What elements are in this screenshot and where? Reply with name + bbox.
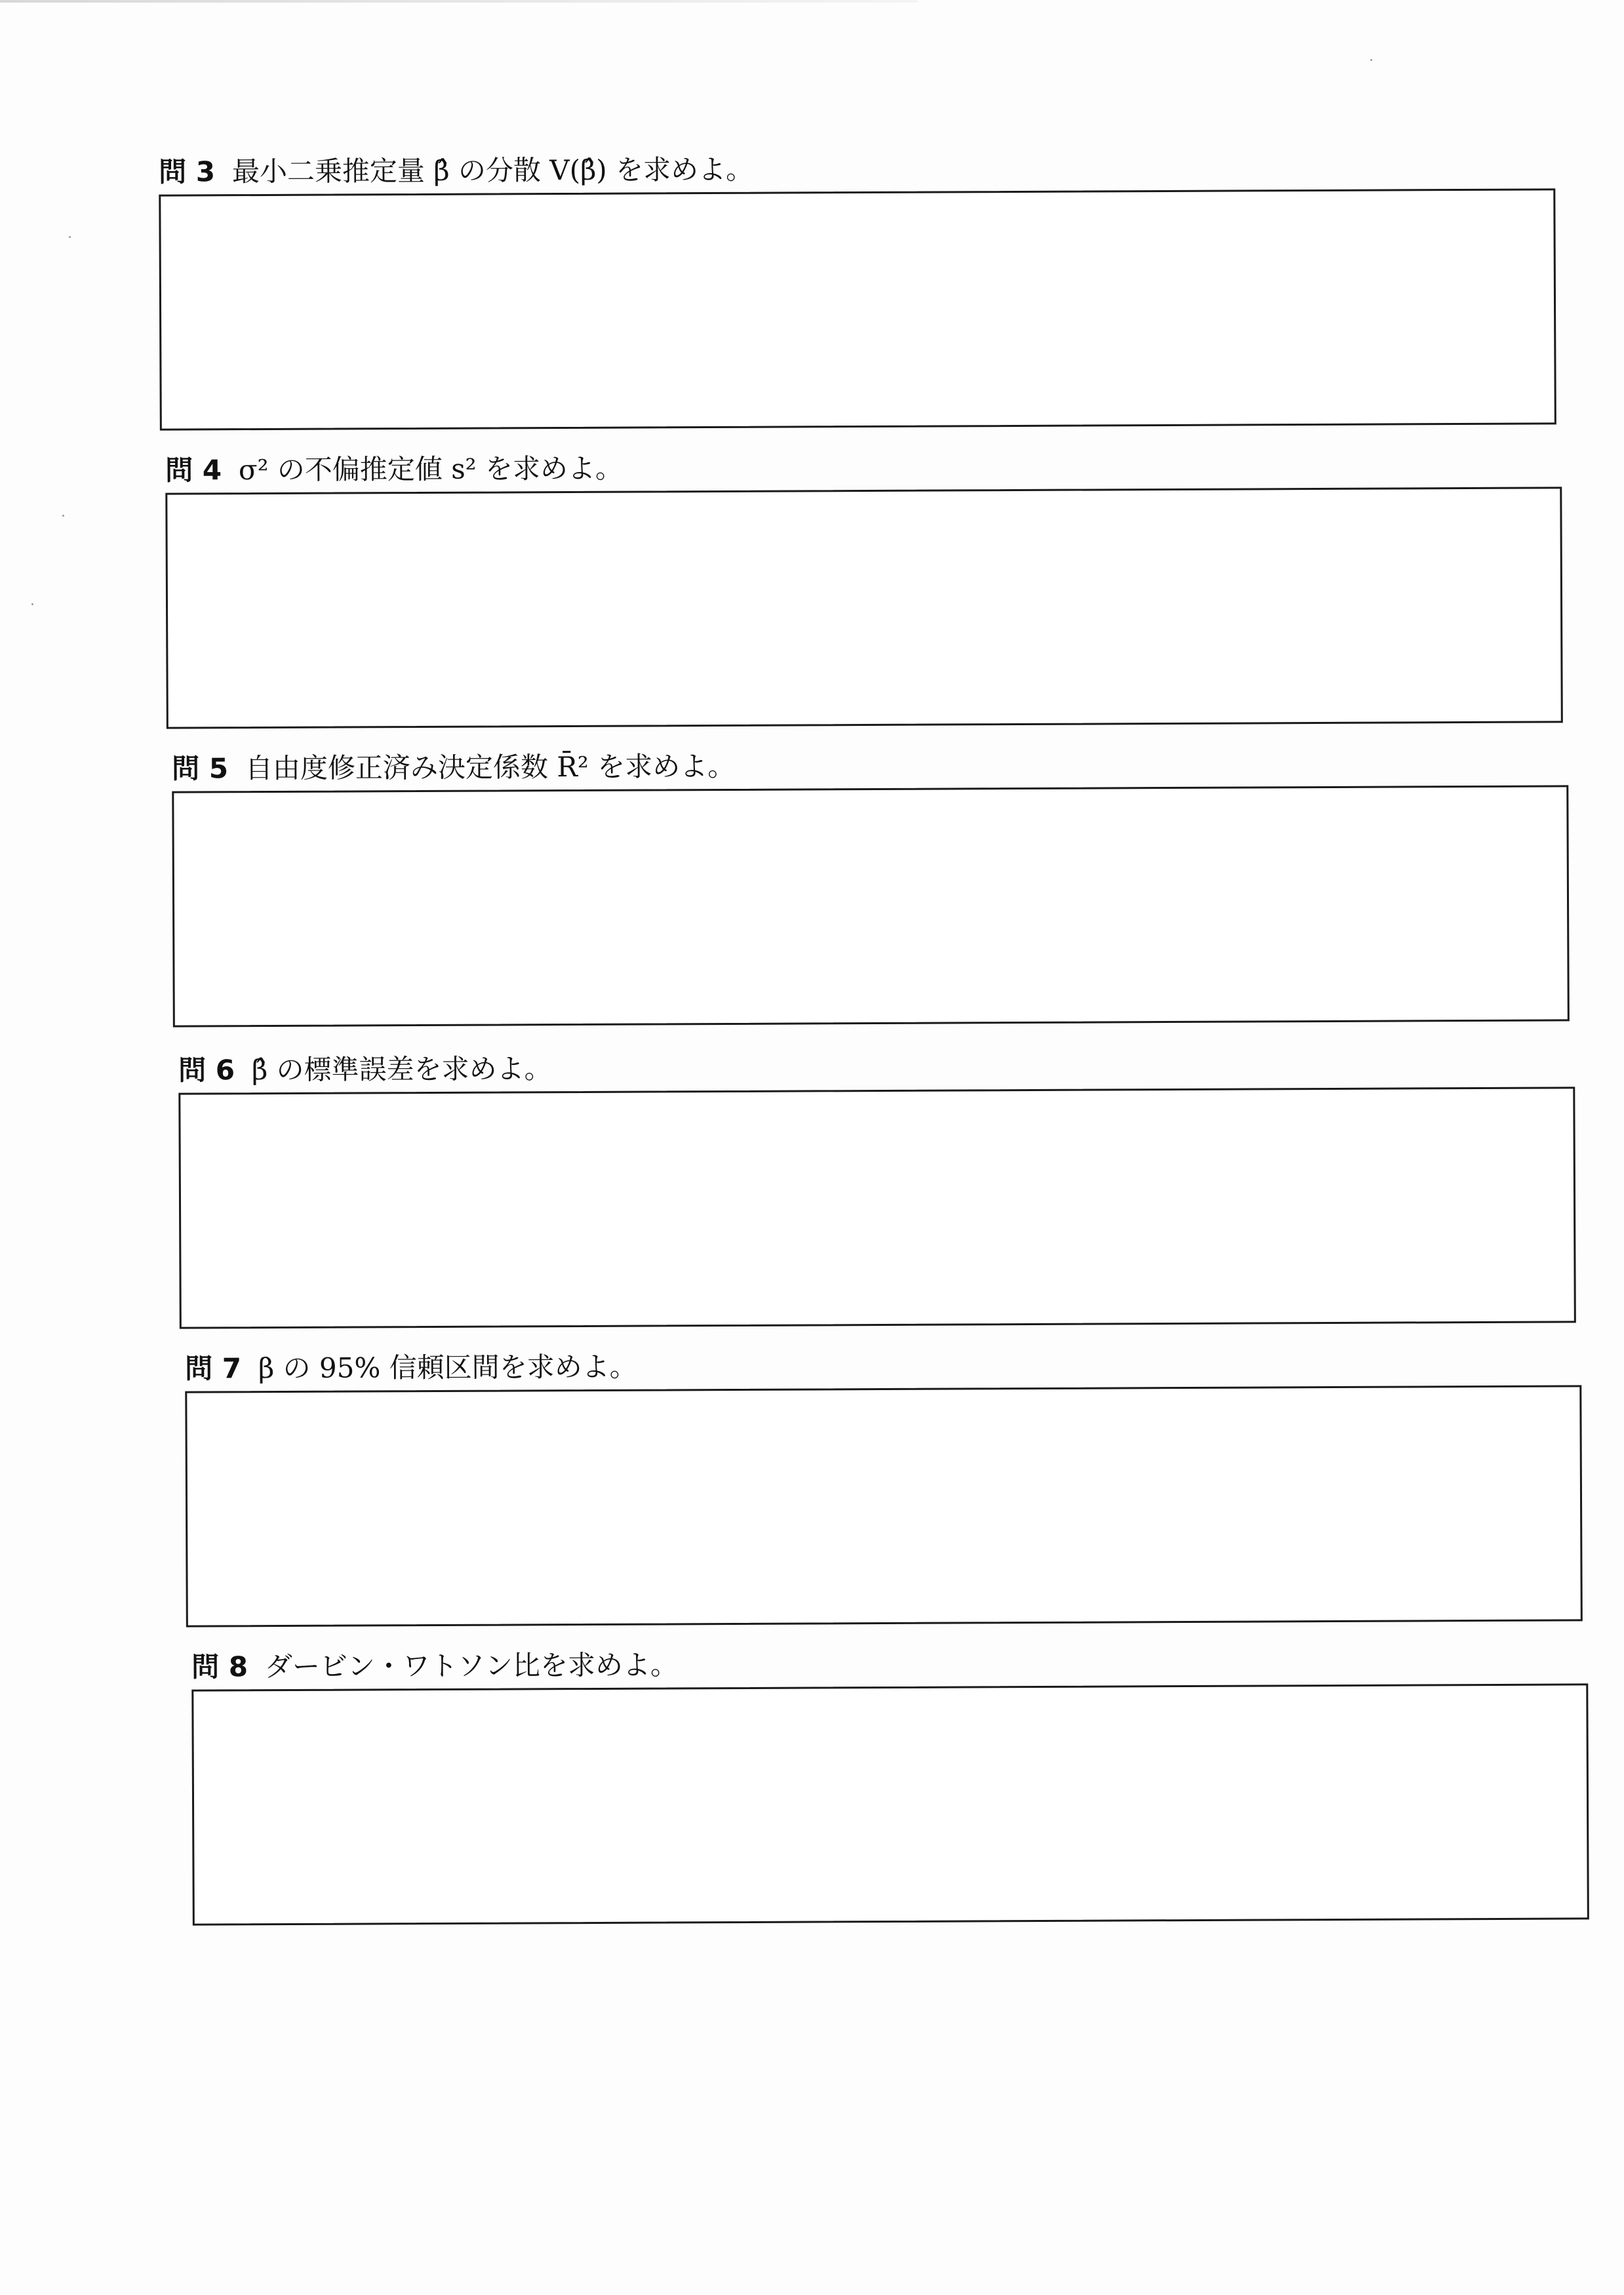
question-number: 問 6 [178,1054,235,1087]
question-6-label [178,1050,552,1088]
question-number: 問 7 [185,1352,242,1385]
question-number: 問 4 [165,454,222,487]
question-8 [191,1643,1594,1683]
question-7 [185,1344,1588,1385]
question-number: 問 5 [172,752,229,785]
question-text: β の 95% 信頼区間を求めよ。 [258,1350,637,1385]
question-text: σ² の不偏推定値 s² を求めよ。 [238,452,624,487]
scan-speck [62,515,64,517]
question-number: 問 3 [159,155,216,188]
question-text: β̂ の標準誤差を求めよ。 [251,1052,552,1087]
answer-box-6[interactable] [178,1087,1576,1328]
question-3-label [159,151,753,191]
question-7-label [185,1349,637,1387]
scan-speck [1370,59,1372,61]
scan-speck [31,603,33,605]
question-text: 最小二乗推定量 β̂ の分散 V(β̂) を求めよ。 [231,153,754,188]
scan-edge [0,0,918,3]
question-4 [165,446,1568,487]
question-5-label [172,748,735,788]
question-4-label [165,450,623,489]
answer-box-5[interactable] [172,785,1570,1027]
question-3 [159,148,1562,188]
question-8-label [191,1646,678,1685]
answer-box-4[interactable] [165,487,1563,728]
question-number: 問 8 [191,1650,248,1683]
question-text: ダービン・ワトソン比を求めよ。 [264,1648,679,1683]
answer-box-7[interactable] [185,1385,1583,1627]
answer-box-8[interactable] [191,1683,1589,1925]
question-text: 自由度修正済み決定係数 R̄² を求めよ。 [245,749,736,785]
answer-box-3[interactable] [159,188,1556,430]
scan-speck [69,236,71,238]
question-6 [178,1046,1581,1087]
question-5 [172,744,1575,785]
